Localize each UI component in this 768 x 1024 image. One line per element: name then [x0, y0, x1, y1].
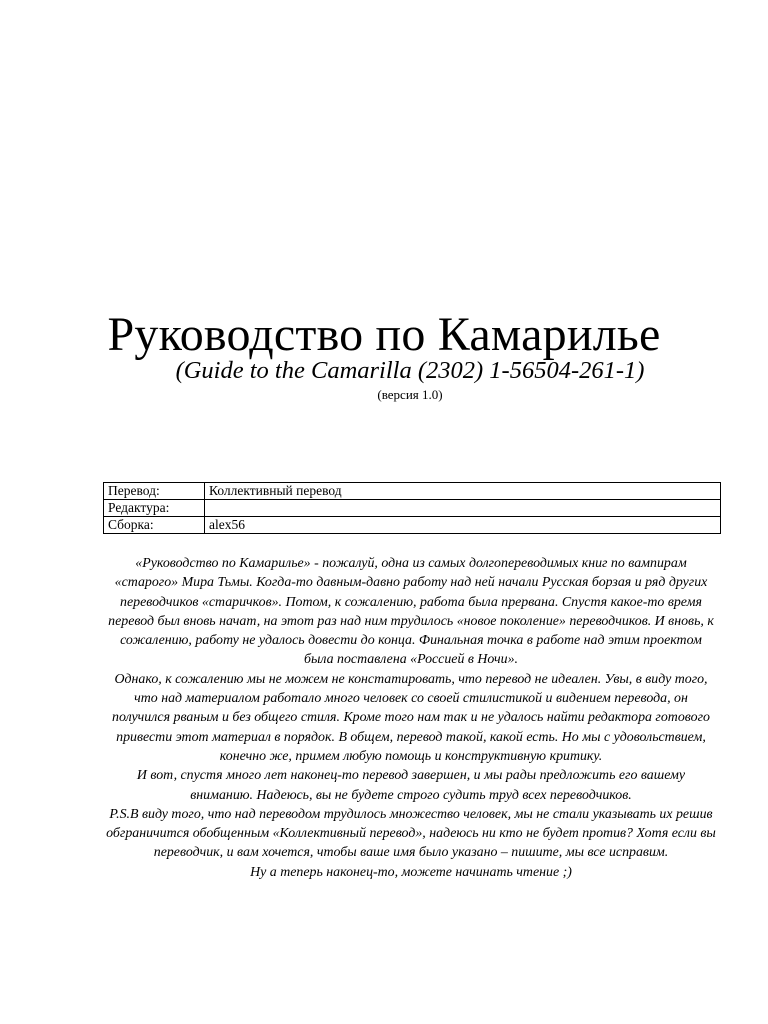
credits-row-editing	[104, 500, 721, 517]
credits-table	[103, 482, 721, 534]
intro-paragraph: Однако, к сожалению мы не можем не констатировать, что перевод не идеален. Увы, в виду того, что над материалом работало много человек со своей стилистикой и видением перевода, он получился рваным и без общего стиля. Кроме того нам так и не удалось найти редактора готового привести этот материал в порядок. В общем, перевод такой, какой есть. Но мы с удовольствием, конечно же, примем любую помощь и конструктивную критику.	[112, 671, 710, 764]
intro-paragraph: P.S.В виду того, что над переводом трудилось множество человек, мы не стали указывать их решив обграничится обобщенным «Коллективный перевод», надеюсь ни кто не будет против? Хотя если вы переводчик, и вам хочется, чтобы ваше имя было указано – пишите, мы все исправим.	[106, 806, 716, 861]
credits-row-translation	[104, 483, 721, 500]
credits-row-build	[104, 517, 721, 534]
intro-text	[104, 554, 718, 882]
document-title: Руководство по Камарилье	[107, 308, 661, 361]
credits-value: Коллективный перевод	[205, 483, 721, 500]
intro-paragraph: Ну а теперь наконец-то, можете начинать чтение ;)	[250, 864, 572, 880]
intro-paragraph: «Руководство по Камарилье» - пожалуй, одна из самых долгопереводимых книг по вампирам «старого» Мира Тьмы. Когда-то давным-давно работу над ней начали Русская борзая и ряд других переводчиков «старичков». Потом, к сожалению, работа была прервана. Спустя какое-то время перевод был вновь начат, на этот раз над ним трудилось «новое поколение» переводчиков. И вновь, к сожалению, работу не удалось довести до конца. Финальная точка в работе над этим проектом была поставлена «Россией в Ночи».	[108, 556, 714, 668]
credits-label: Перевод:	[104, 483, 205, 500]
credits-label: Сборка:	[104, 517, 205, 534]
version-label: (версия 1.0)	[377, 387, 443, 402]
credits-value: alex56	[205, 517, 721, 534]
credits-label: Редактура:	[104, 500, 205, 517]
credits-value	[205, 500, 721, 517]
document-subtitle: (Guide to the Camarilla (2302) 1-56504-261-1)	[175, 357, 645, 384]
intro-paragraph: И вот, спустя много лет наконец-то перевод завершен, и мы рады предложить его вашему вниманию. Надеюсь, вы не будете строго судить труд всех переводчиков.	[136, 768, 686, 803]
